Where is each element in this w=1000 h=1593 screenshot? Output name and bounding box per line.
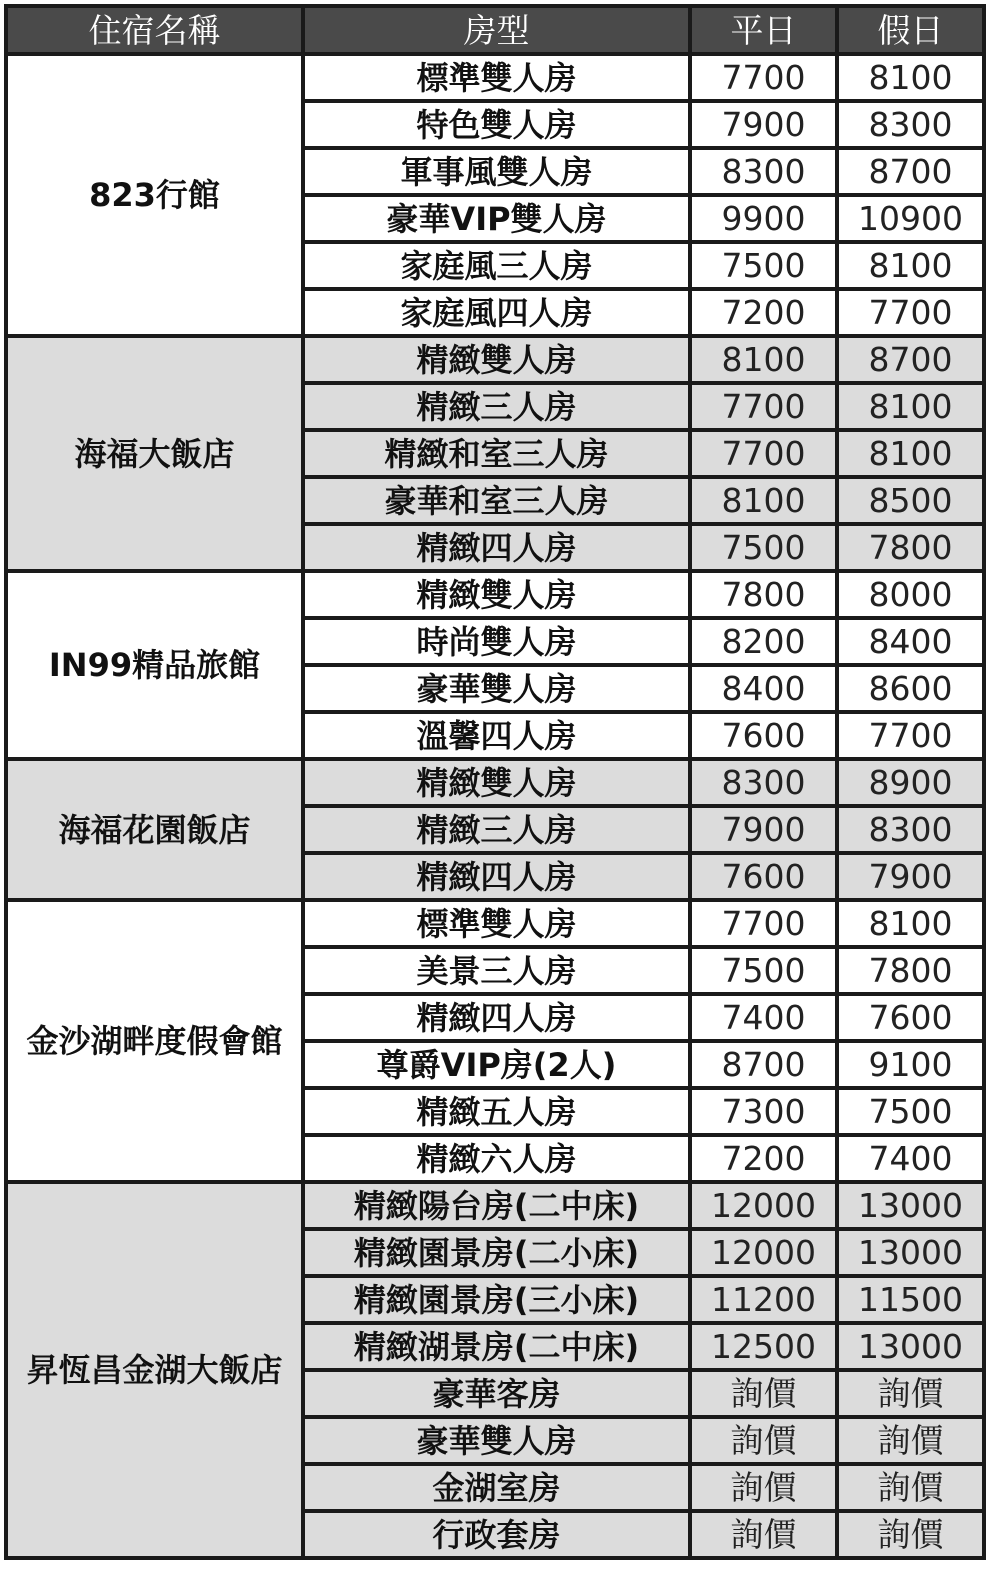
header-weekend-price: 假日 (837, 6, 984, 54)
weekday-price: 7700 (690, 430, 837, 477)
table-row (6, 759, 984, 806)
table-row (6, 54, 984, 101)
weekday-price: 7700 (690, 900, 837, 947)
weekday-price: 8100 (690, 336, 837, 383)
weekday-price: 8700 (690, 1041, 837, 1088)
weekend-price: 8100 (837, 383, 984, 430)
room-type: 精緻三人房 (303, 383, 690, 430)
weekday-price: 8200 (690, 618, 837, 665)
hotel-name: 昇恆昌金湖大飯店 (6, 1182, 303, 1558)
weekday-price: 7900 (690, 101, 837, 148)
weekday-price: 12500 (690, 1323, 837, 1370)
weekend-price: 詢價 (837, 1370, 984, 1417)
room-type: 家庭風四人房 (303, 289, 690, 336)
room-type: 標準雙人房 (303, 54, 690, 101)
weekend-price: 7600 (837, 994, 984, 1041)
table-row (6, 571, 984, 618)
weekday-price: 7500 (690, 242, 837, 289)
weekend-price: 7400 (837, 1135, 984, 1182)
weekday-price: 8100 (690, 477, 837, 524)
room-type: 豪華雙人房 (303, 665, 690, 712)
weekday-price: 7400 (690, 994, 837, 1041)
header-room-type: 房型 (303, 6, 690, 54)
weekday-price: 7300 (690, 1088, 837, 1135)
room-type: 精緻六人房 (303, 1135, 690, 1182)
weekend-price: 8000 (837, 571, 984, 618)
weekend-price: 詢價 (837, 1464, 984, 1511)
room-type: 尊爵VIP房(2人) (303, 1041, 690, 1088)
weekday-price: 7600 (690, 712, 837, 759)
weekend-price: 8300 (837, 101, 984, 148)
weekday-price: 12000 (690, 1182, 837, 1229)
weekday-price: 7800 (690, 571, 837, 618)
header-accommodation-name: 住宿名稱 (6, 6, 303, 54)
room-type: 特色雙人房 (303, 101, 690, 148)
weekday-price: 7200 (690, 289, 837, 336)
weekend-price: 8600 (837, 665, 984, 712)
room-type: 金湖室房 (303, 1464, 690, 1511)
weekend-price: 7800 (837, 947, 984, 994)
room-type: 精緻雙人房 (303, 336, 690, 383)
hotel-name: 金沙湖畔度假會館 (6, 900, 303, 1182)
table-row (6, 336, 984, 383)
weekend-price: 8700 (837, 336, 984, 383)
weekend-price: 8100 (837, 54, 984, 101)
weekend-price: 8500 (837, 477, 984, 524)
header-weekday-price: 平日 (690, 6, 837, 54)
table-row (6, 900, 984, 947)
table-body (6, 54, 984, 1558)
room-type: 精緻和室三人房 (303, 430, 690, 477)
hotel-name: 海福大飯店 (6, 336, 303, 571)
table-header-row (6, 6, 984, 54)
room-type: 精緻四人房 (303, 994, 690, 1041)
room-type: 精緻五人房 (303, 1088, 690, 1135)
weekend-price: 7700 (837, 712, 984, 759)
weekday-price: 7500 (690, 524, 837, 571)
weekday-price: 12000 (690, 1229, 837, 1276)
weekday-price: 11200 (690, 1276, 837, 1323)
weekend-price: 7700 (837, 289, 984, 336)
weekday-price: 7200 (690, 1135, 837, 1182)
room-type: 精緻陽台房(二中床) (303, 1182, 690, 1229)
weekend-price: 8700 (837, 148, 984, 195)
weekday-price: 8400 (690, 665, 837, 712)
weekday-price: 7700 (690, 54, 837, 101)
weekend-price: 8300 (837, 806, 984, 853)
weekday-price: 詢價 (690, 1370, 837, 1417)
room-type: 精緻湖景房(二中床) (303, 1323, 690, 1370)
room-type: 精緻四人房 (303, 524, 690, 571)
hotel-name: 海福花園飯店 (6, 759, 303, 900)
weekend-price: 11500 (837, 1276, 984, 1323)
weekend-price: 8100 (837, 900, 984, 947)
table-row (6, 1182, 984, 1229)
room-type: 標準雙人房 (303, 900, 690, 947)
weekend-price: 7900 (837, 853, 984, 900)
weekday-price: 7500 (690, 947, 837, 994)
weekday-price: 詢價 (690, 1464, 837, 1511)
weekday-price: 詢價 (690, 1417, 837, 1464)
room-type: 精緻三人房 (303, 806, 690, 853)
room-type: 豪華和室三人房 (303, 477, 690, 524)
weekday-price: 9900 (690, 195, 837, 242)
weekend-price: 13000 (837, 1182, 984, 1229)
room-type: 軍事風雙人房 (303, 148, 690, 195)
weekend-price: 8100 (837, 430, 984, 477)
hotel-name: IN99精品旅館 (6, 571, 303, 759)
weekend-price: 詢價 (837, 1511, 984, 1558)
weekend-price: 9100 (837, 1041, 984, 1088)
weekend-price: 10900 (837, 195, 984, 242)
room-type: 時尚雙人房 (303, 618, 690, 665)
weekday-price: 7900 (690, 806, 837, 853)
room-type: 精緻園景房(三小床) (303, 1276, 690, 1323)
weekday-price: 7600 (690, 853, 837, 900)
room-price-table (4, 4, 986, 1560)
room-type: 精緻園景房(二小床) (303, 1229, 690, 1276)
room-type: 精緻雙人房 (303, 759, 690, 806)
room-type: 豪華雙人房 (303, 1417, 690, 1464)
weekend-price: 13000 (837, 1229, 984, 1276)
weekday-price: 8300 (690, 759, 837, 806)
room-type: 精緻雙人房 (303, 571, 690, 618)
weekday-price: 8300 (690, 148, 837, 195)
weekend-price: 7800 (837, 524, 984, 571)
weekend-price: 8900 (837, 759, 984, 806)
room-type: 豪華客房 (303, 1370, 690, 1417)
room-type: 家庭風三人房 (303, 242, 690, 289)
hotel-name: 823行館 (6, 54, 303, 336)
room-type: 精緻四人房 (303, 853, 690, 900)
room-type: 行政套房 (303, 1511, 690, 1558)
weekday-price: 詢價 (690, 1511, 837, 1558)
weekend-price: 8400 (837, 618, 984, 665)
weekend-price: 8100 (837, 242, 984, 289)
weekend-price: 13000 (837, 1323, 984, 1370)
room-type: 豪華VIP雙人房 (303, 195, 690, 242)
room-type: 溫馨四人房 (303, 712, 690, 759)
weekend-price: 詢價 (837, 1417, 984, 1464)
weekend-price: 7500 (837, 1088, 984, 1135)
room-type: 美景三人房 (303, 947, 690, 994)
weekday-price: 7700 (690, 383, 837, 430)
